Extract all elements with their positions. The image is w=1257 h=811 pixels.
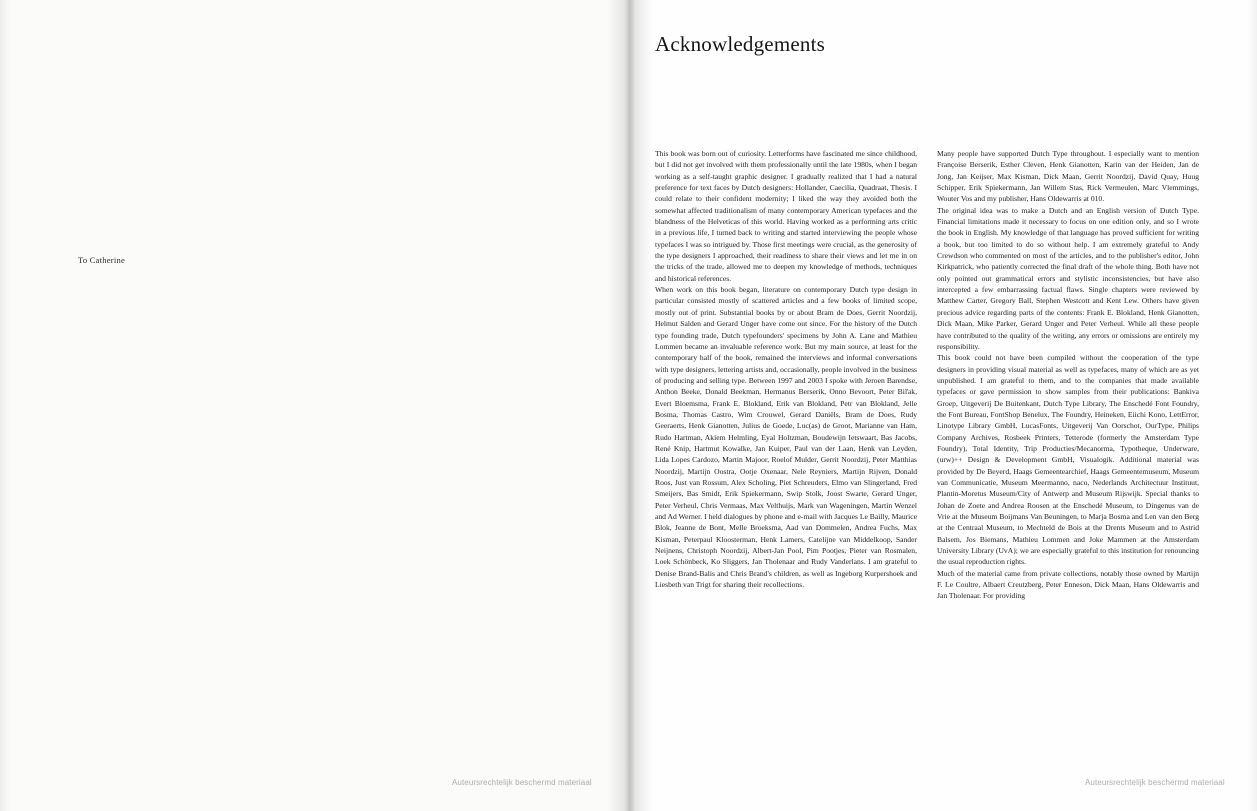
right-page-edge-shadow	[1247, 0, 1257, 811]
left-page-edge-shadow	[0, 0, 10, 811]
paragraph: This book could not have been compiled without the cooperation of the type designers in providing visual material as well as typefaces, many of which are as yet unpublished. I am grateful to them, and to the companies that made available typefaces or gave permission to show samples from their publications: Bankiva Groep, Uitgeverij De Buitenkant, Dutch Type Library, The Enschedé Font Foundry, the Font Bureau, FontShop Benelux, The Foundry, Heineken, Eiichi Kono, LettError, Linotype Library GmbH, LucasFonts, Uitgeverij Van Oorschot, OurType, Philips Company Archives, Rosbeek Printers, Tetterode (formerly the Amsterdam Type Foundry), Total Identity, Trip Producties/Mecanorma, Typotheque, Underware, (urw)++ Design & Development GmbH, Visualogik. Additional material was provided by De Beyerd, Haags Gemeentearchief, Haags Gemeentemuseum, Museum van Communicatie, Museum Meermanno, naco, Nederlands Architectuur Instituut, Plantin-Moretus Museum/City of Antwerp and Museum Rijswijk. Special thanks to Johan de Zoete and Andrea Roosen at the Enschedé Museum, to Dingenus van de Vrie at the Museum Boijmans Van Beuningen, to Marja Bosma and Len van den Berg at the Centraal Museum, to Mechteld de Bois at the Drents Museum and to Astrid Balsem, Jos Biemans, Mathieu Lommen and Joke Mammen at the Amsterdam University Library (UvA); we are especially grateful to this institution for renouncing the usual reproduction rights.	[937, 353, 1199, 567]
paragraph: When work on this book began, literature on contemporary Dutch type design in particular consisted mostly of scattered articles and a few books of limited scope, mostly out of print. Substantial books by or about Bram de Does, Gerrit Noordzij, Helmut Salden and Gerard Unger have come out since. For the history of the Dutch type founding trade, Dutch typefounders' specimens by John A. Lane and Mathieu Lommen became an invaluable reference work. But my main source, at least for the contemporary half of the book, remained the interviews and informal conversations with type designers, lettering artists and, occasionally, people involved in the business of producing and selling type. Between 1997 and 2003 I spoke with Jeroen Barendse, Anthon Beeke, Donald Beekman, Hermanus Berserik, Onno Bevoort, Peter Biľak, Evert Bloemsma, Frank E. Blokland, Erik van Blokland, Petr van Blokland, Jelle Bosma, Thomas Castro, Wim Crouwel, Gerard Daniëls, Bram de Does, Rudy Geeraerts, Henk Gianotten, Julius de Goede, Luc(as) de Groot, Marianne van Ham, Rudo Hartman, Akiem Helmling, Eyal Holtzman, Boudewijn Ietswaart, Bas Jacobs, René Knip, Hartmut Kowalke, Jan Kuiper, Paul van der Laan, Henk van Leyden, Lida Lopes Cardozo, Martin Majoor, Roelof Mulder, Gerrit Noordzij, Peter Matthias Noordzij, Martijn Oostra, Ootje Oxenaar, Nele Reyniers, Martijn Rijven, Donald Roos, Just van Rossum, Alex Scholing, Piet Schreuders, Elmo van Slingerland, Fred Smeijers, Bas Smidt, Erik Spiekermann, Swip Stolk, Joost Swarte, Gerard Unger, Peter Verheul, Chris Vermaas, Max Velthuijs, Mark van Wageningen, Martin Wenzel and Ad Werner. I held dialogues by phone and e-mail with Jacques Le Bailly, Maurice Blok, Jeanne de Bont, Melle Broeksma, Aad van Dommelen, Andrea Fuchs, Max Kisman, Peterpaul Kloosterman, Henk Lamers, Catelijne van Middelkoop, Sander Neijnens, Christoph Noordzij, Albert-Jan Pool, Pim Pootjes, Pieter van Rosmalen, Loek Schönbeck, Ko Sliggers, Jan Tholenaar and Rudy Vanderlans. I am grateful to Denise Brand-Balis and Chris Brand's children, as well as Ingeborg Kurpershoek and Liesbeth van Trigt for sharing their recollections.	[655, 285, 917, 590]
dedication-text: To Catherine	[78, 255, 126, 265]
paragraph: The original idea was to make a Dutch and an English version of Dutch Type. Financial limitations made it necessary to focus on one edition only, and so I wrote the book in English. My knowledge of that language has proved sufficient for writing a book, but too limited to do so without help. I am extremely grateful to Andy Crewdson who commented on most of the articles, and to the publisher's editor, John Kirkpatrick, who patiently corrected the final draft of the whole thing. Both have not only pointed out grammatical errors and stylistic inconsistencies, but have also intercepted a few embarrassing factual flaws. Single chapters were reviewed by Matthew Carter, Gregory Ball, Stephen Westcott and Kent Lew. Others have given precious advice regarding parts of the contents: Frank E. Blokland, Henk Gianotten, Dick Maan, Mike Parker, Gerard Unger and Peter Verheul. While all these people have contributed to the quality of the writing, any errors or omissions are entirely my responsibility.	[937, 205, 1199, 351]
paragraph: This book was born out of curiosity. Letterforms have fascinated me since childhood, but I did not get involved with them professionally until the late 1980s, when I began working as a self-taught graphic designer. I gradually realized that I had a natural preference for text faces by Dutch designers: Hollander, Caecilia, Quadraat, Thesis. I could relate to their confident modernity; I liked the way they avoided both the somewhat affected traditionalism of many contemporary American typefaces and the blandness of the Helveticas of this world. Having worked as a performing arts critic in a previous life, I turned back to writing and started interviewing the people whose typefaces I was so intrigued by. Those first meetings were crucial, as the generosity of the type designers I approached, their readiness to share their views and let me in on the tricks of the trade, allowed me to deepen my knowledge of methods, techniques and historical references.	[655, 149, 917, 283]
right-page-copyright-notice: Auteursrechtelijk beschermd materiaal	[1085, 778, 1225, 787]
page-title: Acknowledgements	[655, 32, 825, 56]
left-page-copyright-notice: Auteursrechtelijk beschermd materiaal	[452, 778, 592, 787]
paragraph: Many people have supported Dutch Type throughout. I especially want to mention Françoise Berserik, Esther Cleven, Henk Gianotten, Karin van der Heiden, Jan de Jong, Jan Keijser, Max Kisman, Dick Maan, Gerrit Noordzij, David Quay, Huug Schipper, Erik Spiekermann, Jan Willem Stas, Rick Vermeulen, Marc Vlemmings, Wouter Vos and my publisher, Hans Oldewarris at 010.	[937, 149, 1199, 204]
paragraph: Much of the material came from private collections, notably those owned by Martijn F. Le Coultre, Albaert Creutzberg, Peter Enneson, Dick Maan, Hans Oldewarris and Jan Tholenaar. For providing	[937, 568, 1199, 601]
text-column-1	[655, 148, 917, 602]
body-text-columns	[655, 148, 1200, 602]
text-column-2	[937, 148, 1199, 602]
